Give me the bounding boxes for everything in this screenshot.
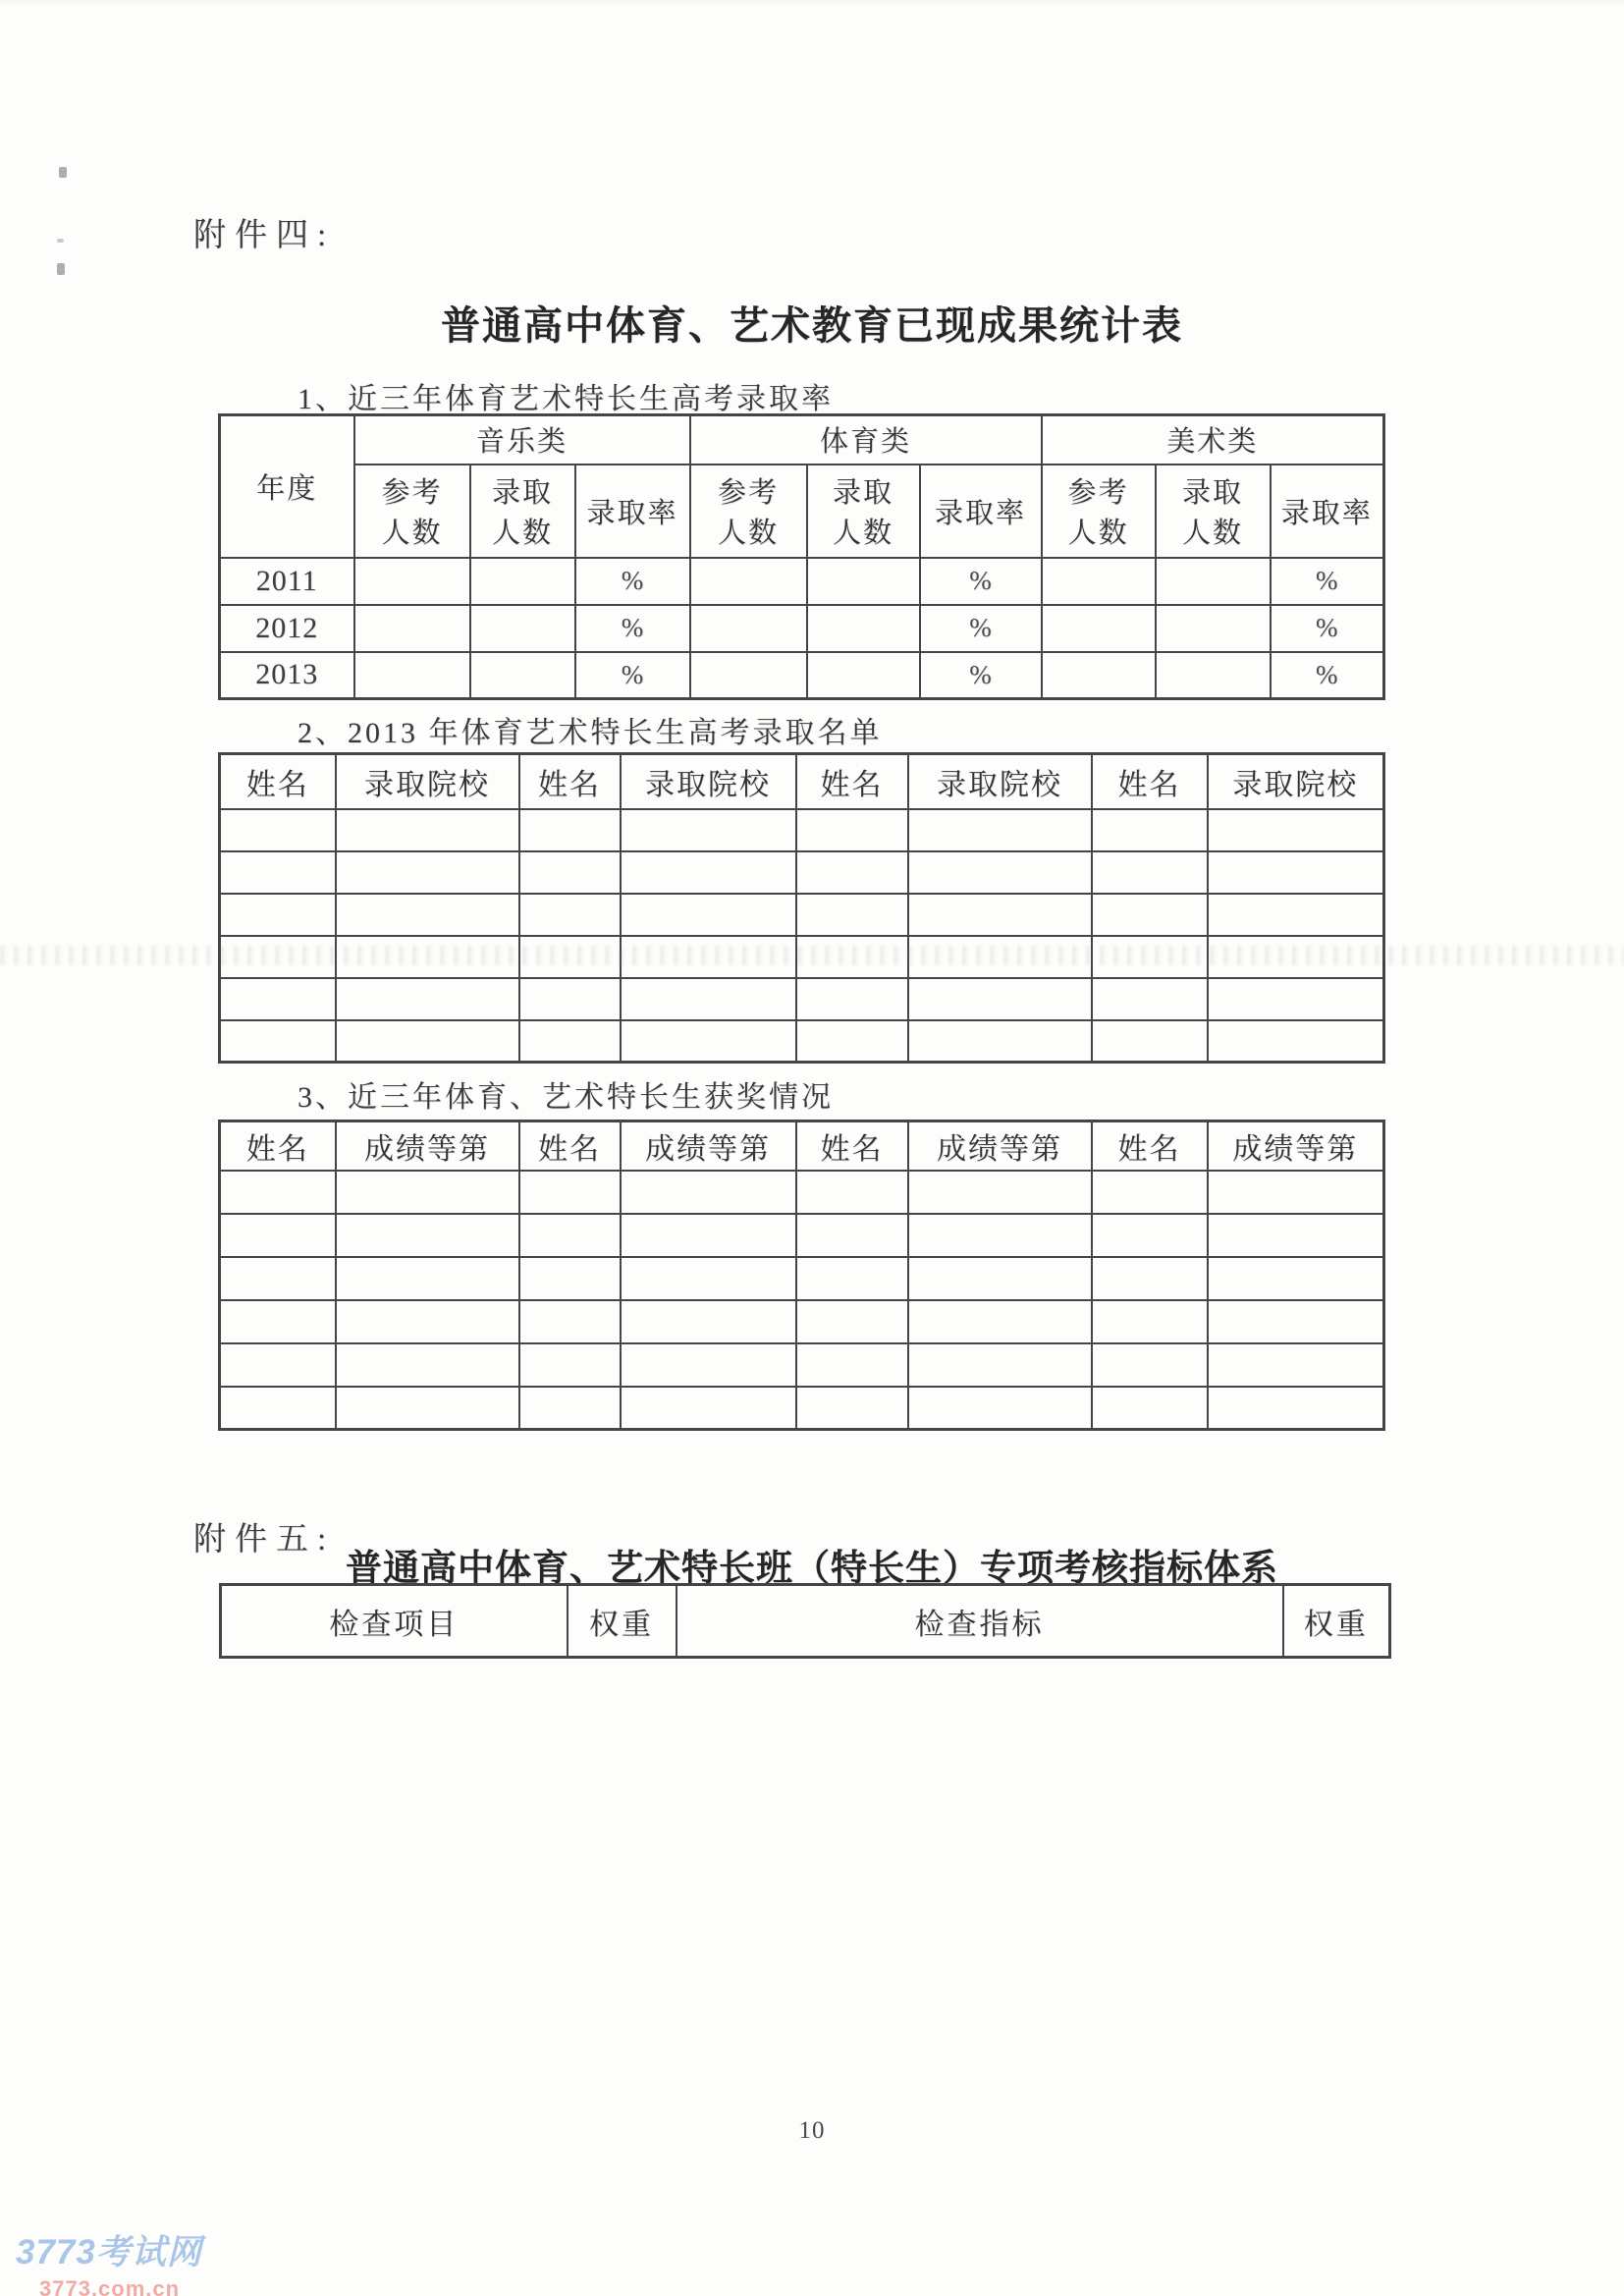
empty-cell — [1208, 809, 1384, 851]
table-row — [220, 851, 1384, 894]
empty-cell — [1092, 894, 1208, 936]
empty-cell — [621, 1343, 796, 1387]
empty-cell — [1208, 1300, 1384, 1343]
empty-cell — [621, 851, 796, 894]
count-empty-cell — [354, 652, 470, 699]
empty-cell — [621, 894, 796, 936]
watermark-site-name: 3773考试网 — [16, 2233, 202, 2271]
empty-cell — [519, 978, 621, 1020]
document-title-attachment4: 普通高中体育、艺术教育已现成果统计表 — [441, 304, 1183, 348]
empty-cell — [220, 894, 336, 936]
empty-cell — [1092, 809, 1208, 851]
sub-header-cell: 参考 人数 — [690, 465, 807, 558]
column-header-cell: 成绩等第 — [908, 1121, 1092, 1171]
empty-cell — [796, 1171, 908, 1214]
empty-cell — [796, 936, 908, 978]
count-empty-cell — [354, 558, 470, 605]
award-list-table — [218, 1120, 1385, 1431]
column-header-cell: 成绩等第 — [336, 1121, 519, 1171]
empty-cell — [1208, 1257, 1384, 1300]
column-header-cell: 姓名 — [796, 754, 908, 809]
column-header-cell: 姓名 — [1092, 1121, 1208, 1171]
column-header-cell: 检查项目 — [221, 1585, 568, 1658]
empty-cell — [1092, 978, 1208, 1020]
empty-cell — [220, 1020, 336, 1063]
column-header-cell: 录取院校 — [336, 754, 519, 809]
empty-cell — [908, 1214, 1092, 1257]
count-empty-cell — [1042, 558, 1156, 605]
empty-cell — [519, 809, 621, 851]
empty-cell — [519, 1387, 621, 1430]
empty-cell — [1092, 1343, 1208, 1387]
percent-cell: % — [1271, 558, 1384, 605]
count-empty-cell — [470, 652, 575, 699]
table-row — [220, 1387, 1384, 1430]
empty-cell — [1092, 936, 1208, 978]
count-empty-cell — [690, 652, 807, 699]
empty-cell — [1092, 1214, 1208, 1257]
empty-cell — [908, 1171, 1092, 1214]
empty-cell — [519, 1300, 621, 1343]
column-header-cell: 录取院校 — [621, 754, 796, 809]
empty-cell — [908, 978, 1092, 1020]
scan-speck — [59, 167, 67, 178]
column-header-cell: 权重 — [568, 1585, 677, 1658]
admission-rate-table — [218, 413, 1385, 700]
empty-cell — [621, 1300, 796, 1343]
count-empty-cell — [690, 605, 807, 652]
sub-header-cell: 参考 人数 — [1042, 465, 1156, 558]
empty-cell — [621, 1171, 796, 1214]
empty-cell — [908, 894, 1092, 936]
empty-cell — [220, 1257, 336, 1300]
empty-cell — [519, 1257, 621, 1300]
empty-cell — [336, 851, 519, 894]
empty-cell — [336, 1300, 519, 1343]
section1-heading: 1、近三年体育艺术特长生高考录取率 — [298, 383, 834, 415]
percent-cell: % — [920, 605, 1042, 652]
empty-cell — [908, 936, 1092, 978]
empty-cell — [336, 1387, 519, 1430]
year-cell: 2012 — [220, 605, 354, 652]
empty-cell — [1208, 894, 1384, 936]
percent-cell: % — [920, 652, 1042, 699]
empty-cell — [621, 978, 796, 1020]
scan-speck — [57, 263, 65, 275]
table-row — [220, 415, 1384, 465]
empty-cell — [796, 1214, 908, 1257]
table-row — [220, 1343, 1384, 1387]
empty-cell — [1208, 1171, 1384, 1214]
column-header-cell: 成绩等第 — [1208, 1121, 1384, 1171]
empty-cell — [336, 1171, 519, 1214]
empty-cell — [1092, 851, 1208, 894]
percent-cell: % — [920, 558, 1042, 605]
empty-cell — [908, 809, 1092, 851]
empty-cell — [1092, 1020, 1208, 1063]
sub-header-cell: 录取率 — [920, 465, 1042, 558]
column-header-cell: 姓名 — [220, 1121, 336, 1171]
empty-cell — [519, 936, 621, 978]
column-header-cell: 录取院校 — [1208, 754, 1384, 809]
group-header-cell: 体育类 — [690, 415, 1042, 465]
table-row — [220, 936, 1384, 978]
empty-cell — [220, 1343, 336, 1387]
column-header-cell: 姓名 — [1092, 754, 1208, 809]
watermark-site-url: 3773.com.cn — [39, 2276, 181, 2296]
page-number: 10 — [798, 2117, 826, 2144]
empty-cell — [796, 809, 908, 851]
empty-cell — [220, 1387, 336, 1430]
empty-cell — [519, 894, 621, 936]
year-cell: 2011 — [220, 558, 354, 605]
count-empty-cell — [807, 652, 920, 699]
empty-cell — [1208, 1020, 1384, 1063]
column-header-cell: 姓名 — [519, 754, 621, 809]
table-row — [220, 1257, 1384, 1300]
empty-cell — [220, 936, 336, 978]
empty-cell — [908, 1020, 1092, 1063]
table-row — [220, 1214, 1384, 1257]
count-empty-cell — [1156, 652, 1271, 699]
empty-cell — [336, 936, 519, 978]
count-empty-cell — [354, 605, 470, 652]
empty-cell — [1208, 936, 1384, 978]
table-row — [220, 1121, 1384, 1171]
empty-cell — [796, 1300, 908, 1343]
table-row — [220, 605, 1384, 652]
empty-cell — [796, 894, 908, 936]
empty-cell — [336, 1257, 519, 1300]
admission-list-table — [218, 752, 1385, 1064]
column-header-cell: 录取院校 — [908, 754, 1092, 809]
empty-cell — [621, 1257, 796, 1300]
sub-header-cell: 录取率 — [1271, 465, 1384, 558]
sub-header-cell: 录取 人数 — [1156, 465, 1271, 558]
count-empty-cell — [807, 558, 920, 605]
empty-cell — [519, 851, 621, 894]
count-empty-cell — [1156, 605, 1271, 652]
table-row — [220, 1300, 1384, 1343]
empty-cell — [1092, 1171, 1208, 1214]
empty-cell — [336, 978, 519, 1020]
empty-cell — [336, 1343, 519, 1387]
count-empty-cell — [470, 605, 575, 652]
table-row — [220, 754, 1384, 809]
table-row — [220, 465, 1384, 558]
empty-cell — [621, 1387, 796, 1430]
column-header-cell: 姓名 — [796, 1121, 908, 1171]
column-header-cell: 检查指标 — [677, 1585, 1283, 1658]
empty-cell — [220, 978, 336, 1020]
document-title-attachment5: 普通高中体育、艺术特长班（特长生）专项考核指标体系 — [346, 1548, 1278, 1588]
assessment-indicator-table — [219, 1583, 1391, 1659]
empty-cell — [908, 1387, 1092, 1430]
scan-speck — [57, 239, 64, 243]
column-header-cell: 姓名 — [220, 754, 336, 809]
sub-header-cell: 参考 人数 — [354, 465, 470, 558]
empty-cell — [220, 1171, 336, 1214]
empty-cell — [519, 1343, 621, 1387]
empty-cell — [908, 1257, 1092, 1300]
watermark — [16, 2225, 202, 2296]
empty-cell — [796, 1387, 908, 1430]
count-empty-cell — [690, 558, 807, 605]
empty-cell — [796, 978, 908, 1020]
group-header-cell: 美术类 — [1042, 415, 1384, 465]
sub-header-cell: 录取 人数 — [470, 465, 575, 558]
empty-cell — [908, 1343, 1092, 1387]
empty-cell — [621, 1020, 796, 1063]
percent-cell: % — [575, 558, 690, 605]
sub-header-cell: 录取 人数 — [807, 465, 920, 558]
empty-cell — [1208, 1343, 1384, 1387]
percent-cell: % — [1271, 652, 1384, 699]
column-header-cell: 成绩等第 — [621, 1121, 796, 1171]
empty-cell — [220, 809, 336, 851]
table-row — [221, 1585, 1390, 1658]
empty-cell — [336, 1020, 519, 1063]
empty-cell — [336, 894, 519, 936]
empty-cell — [796, 851, 908, 894]
count-empty-cell — [807, 605, 920, 652]
empty-cell — [796, 1257, 908, 1300]
table-row — [220, 894, 1384, 936]
empty-cell — [621, 1214, 796, 1257]
table-row — [220, 558, 1384, 605]
empty-cell — [908, 1300, 1092, 1343]
empty-cell — [1208, 851, 1384, 894]
section3-heading: 3、近三年体育、艺术特长生获奖情况 — [298, 1081, 834, 1114]
section2-heading: 2、2013 年体育艺术特长生高考录取名单 — [298, 717, 883, 749]
empty-cell — [1208, 1214, 1384, 1257]
empty-cell — [220, 1300, 336, 1343]
count-empty-cell — [470, 558, 575, 605]
empty-cell — [336, 1214, 519, 1257]
table-row — [220, 809, 1384, 851]
percent-cell: % — [1271, 605, 1384, 652]
sub-header-cell: 录取率 — [575, 465, 690, 558]
empty-cell — [1208, 978, 1384, 1020]
column-header-cell: 姓名 — [519, 1121, 621, 1171]
empty-cell — [519, 1020, 621, 1063]
table-row — [220, 652, 1384, 699]
table-row — [220, 1020, 1384, 1063]
count-empty-cell — [1042, 652, 1156, 699]
empty-cell — [1092, 1300, 1208, 1343]
attachment4-label: 附件四: — [193, 218, 336, 253]
empty-cell — [796, 1343, 908, 1387]
empty-cell — [621, 809, 796, 851]
empty-cell — [1092, 1257, 1208, 1300]
empty-cell — [1092, 1387, 1208, 1430]
empty-cell — [220, 851, 336, 894]
count-empty-cell — [1042, 605, 1156, 652]
empty-cell — [621, 936, 796, 978]
percent-cell: % — [575, 605, 690, 652]
empty-cell — [220, 1214, 336, 1257]
column-header-cell: 权重 — [1283, 1585, 1390, 1658]
group-header-cell: 音乐类 — [354, 415, 690, 465]
table-row — [220, 1171, 1384, 1214]
empty-cell — [908, 851, 1092, 894]
empty-cell — [336, 809, 519, 851]
table-row — [220, 978, 1384, 1020]
year-header-cell: 年度 — [220, 415, 354, 558]
year-cell: 2013 — [220, 652, 354, 699]
attachment5-label: 附件五: — [193, 1522, 336, 1558]
empty-cell — [1208, 1387, 1384, 1430]
empty-cell — [796, 1020, 908, 1063]
count-empty-cell — [1156, 558, 1271, 605]
empty-cell — [519, 1214, 621, 1257]
empty-cell — [519, 1171, 621, 1214]
percent-cell: % — [575, 652, 690, 699]
